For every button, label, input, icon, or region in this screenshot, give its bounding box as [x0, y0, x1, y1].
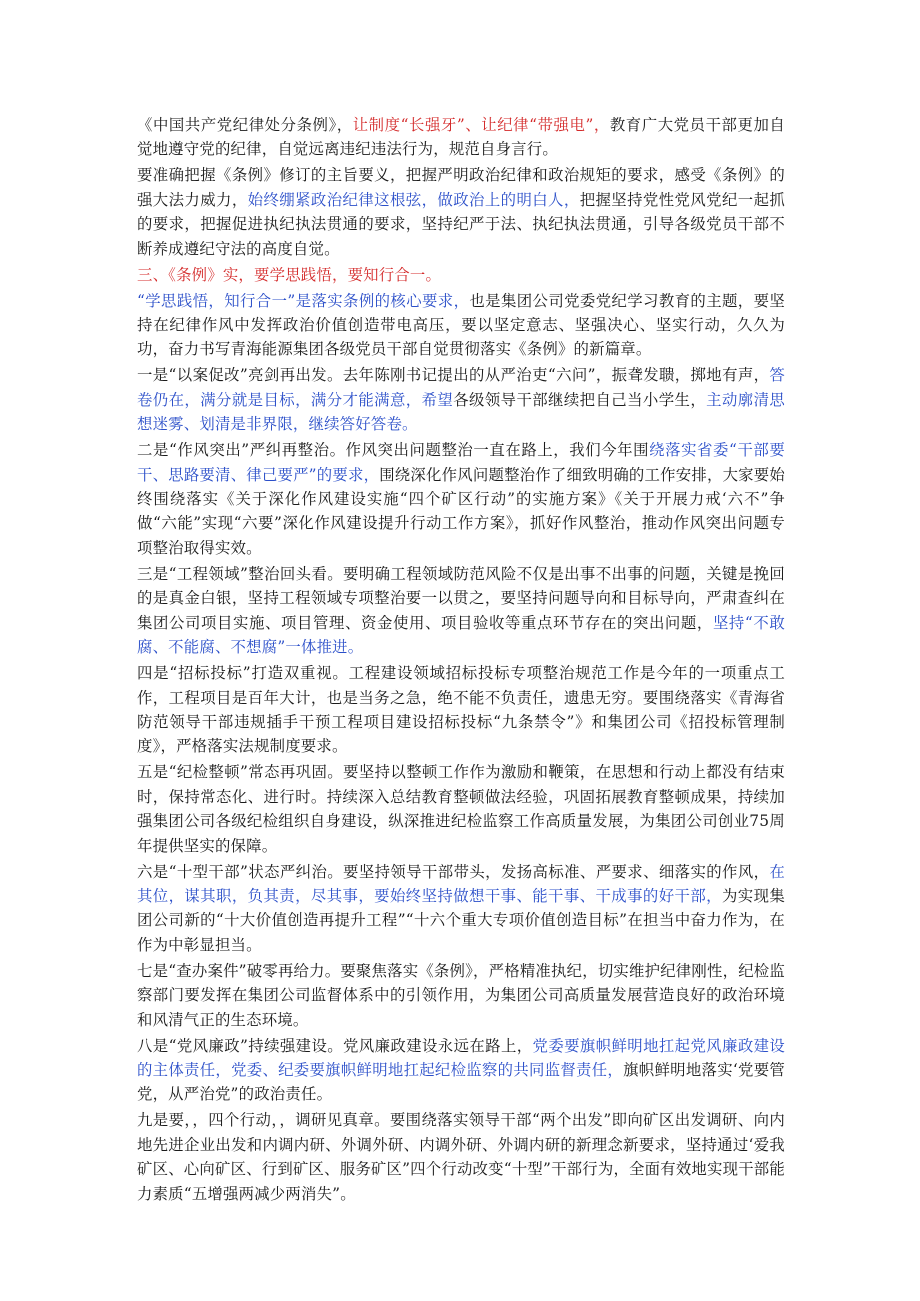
body-text: 九是要，，四个行动，，调研见真章。要围绕落实领导干部“两个出发”即向矿区出发调研、向内地先进企业出发和内调内研、外调外研、内调外研、外调内研的新理念新要求，坚持通过‘爱我矿区、心向矿区、行到矿区、服务矿区”四个行动改变“十型”干部行为，全面有效地实现干部能力素质“五增强两减少两消失”。	[137, 1111, 785, 1203]
highlight-blue-text: 答卷仍在，满分就是目标，满分才能满意，希望	[137, 366, 785, 409]
paragraph	[137, 438, 785, 560]
paragraph	[137, 760, 785, 858]
highlight-red-text: 三、《条例》实，要学思践悟，要知行合一。	[137, 265, 442, 284]
paragraph	[137, 562, 785, 660]
body-text: 一是“以案促改”亮剑再出发。去年陈刚书记提出的从严治吏“六问”，振聋发聩，掷地有声，	[137, 366, 770, 385]
body-text: 四是“招标投标”打造双重视。工程建设领域招标投标专项整治规范工作是今年的一项重点工作，工程项目是百年大计，也是当务之急，绝不能不负责任，遗患无穷。要围绕落实《青海省防范领导干部违规插手干预工程项目建设招标投标“九条禁令”》和集团公司《招投标管理制度》，严格落实法规制度要求。	[137, 664, 785, 756]
body-text: 围绕深化作风问题整治作了细致明确的工作安排，大家要始终围绕落实《关于深化作风建设实施“四个矿区行动”的实施方案》《关于开展力戒‘六不”争做“六能”实现“六要”深化作风建设提升行动工作方案》，抓好作风整治，推动作风突出问题专项整治取得实效。	[137, 465, 785, 557]
highlight-blue-text: 在其位，谋其职，负其责，尽其事，要始终坚持做想干事、能干事、干成事的好干部，	[137, 862, 785, 905]
highlight-blue-text: 绕落实省委“干部要干、思路要清、律己要严”的要求，	[137, 441, 785, 484]
body-text: 三是“工程领域”整治回头看。要明确工程领域防范风险不仅是出事不出事的问题，关键是挽回的是真金白银，坚持工程领域专项整治要一以贯之，要坚持问题导向和目标导向，严肃查纠在集团公司项目实施、项目管理、资金使用、项目验收等重点环节存在的突出问题，	[137, 564, 785, 632]
paragraph	[137, 113, 785, 162]
paragraph	[137, 363, 785, 436]
paragraph	[137, 163, 785, 261]
body-text: 六是“十型干部”状态严纠治。要坚持领导干部带头，发扬高标准、严要求、细落实的作风，	[137, 862, 770, 881]
body-text: 为实现集团公司新的“十大价值创造再提升工程”“十六个重大专项价值创造目标”在担当中奋力作为，在作为中彰显担当。	[137, 886, 785, 954]
body-text: 要准确把握《条例》修订的主旨要义，把握严明政治纪律和政治规矩的要求，感受《条例》的强大法力威力，	[137, 166, 785, 209]
body-text: 也是集团公司党委党纪学习教育的主题，要坚持在纪律作风中发挥政治价值创造带电高压，要以坚定意志、坚强决心、坚实行动，久久为功，奋力书写青海能源集团各级党员干部自觉贯彻落实《条例》的新篇章。	[137, 291, 785, 359]
body-text: 旗帜鲜明地落实‘党要管党，从严治党”的政治责任。	[137, 1060, 786, 1104]
body-text: 《中国共产党纪律处分条例》，	[137, 116, 353, 134]
body-text: 把握坚持党性党风党纪一起抓的要求，把握促进执纪执法贯通的要求，坚持纪严于法、执纪执法贯通，引导各级党员干部不断养成遵纪守法的高度自觉。	[137, 190, 785, 258]
highlight-blue-text: 主动廓清思想迷雾、划清是非界限，继续答好答卷。	[137, 390, 785, 434]
paragraph	[137, 1034, 785, 1107]
body-text: 八是“党风廉政”持续强建设。党风廉政建设永远在路上，	[137, 1036, 533, 1055]
paragraph	[137, 1108, 785, 1206]
paragraph	[137, 289, 785, 362]
body-text: 五是“纪检整顿”常态再巩固。要坚持以整顿工作作为激励和鞭策，在思想和行动上都没有结束时，保持常态化、进行时。持续深入总结教育整顿做法经验，巩固拓展教育整顿成果，持续加强集团公司各级纪检组织自身建设，纵深推进纪检监察工作高质量发展，为集团公司创业75周年提供坚实的保障。	[137, 763, 785, 855]
highlight-blue-text: 坚持“不敢腐、不能腐、不想腐”一体推进。	[137, 613, 785, 657]
paragraph	[137, 959, 785, 1032]
highlight-blue-text: “学思践悟，知行合一”是落实条例的核心要求，	[137, 291, 470, 310]
document-body	[137, 113, 785, 1208]
highlight-blue-text: 党委要旗帜鲜明地扛起党风廉政建设的主体责任，党委、纪委要旗帜鲜明地扛起纪检监察的共同监督责任，	[137, 1036, 786, 1079]
body-text: 七是“查办案件”破零再给力。要聚焦落实《条例》，严格精准执纪，切实维护纪律刚性，纪检监察部门要发挥在集团公司监督体系中的引领作用，为集团公司高质量发展营造良好的政治环境和风清气正的生态环境。	[137, 961, 785, 1029]
highlight-blue-text: 始终绷紧政治纪律这根弦，做政治上的明白人，	[247, 190, 580, 209]
paragraph	[137, 263, 785, 287]
body-text: 各级领导干部继续把自己当小学生，	[453, 390, 707, 409]
body-text: 二是“作风突出”严纠再整治。作风突出问题整治一直在路上，我们今年围	[137, 441, 650, 460]
highlight-red-text: 让制度“长强牙”、让纪律“带强电”，	[352, 116, 610, 134]
body-text: 教育广大党员干部更加自觉地遵守党的纪律，自觉远离违纪违法行为，规范自身言行。	[137, 116, 786, 159]
paragraph	[137, 860, 785, 958]
paragraph	[137, 661, 785, 759]
